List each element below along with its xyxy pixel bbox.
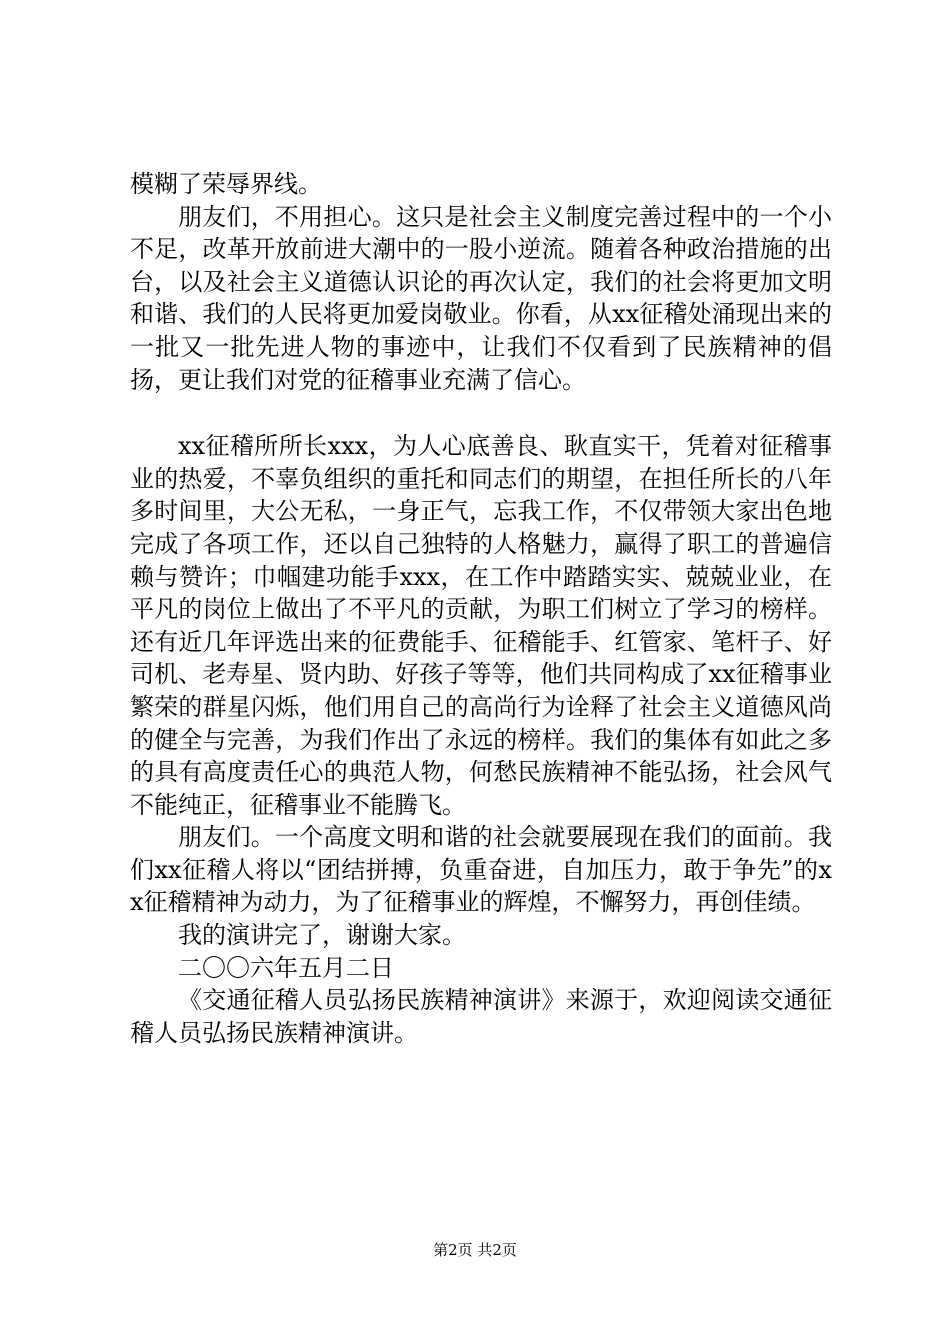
- page-number-footer: 第2页 共2页: [433, 1241, 517, 1259]
- paragraph-call-to-action: 朋友们。一个高度文明和谐的社会就要展现在我们的面前。我们xx征稽人将以“团结拼搏，负重奋进，自加压力，敢于争先”的xx征稽精神为动力，为了征稽事业的辉煌，不懈努力，再创佳绩。: [130, 823, 832, 917]
- paragraph-closing: 我的演讲完了，谢谢大家。: [178, 921, 466, 950]
- document-body: [130, 168, 832, 1049]
- paragraph-date: 二〇〇六年五月二日: [178, 953, 394, 982]
- paragraph-reassurance: 朋友们，不用担心。这只是社会主义制度完善过程中的一个小不足，改革开放前进大潮中的一股小逆流。随着各种政治措施的出台，以及社会主义道德认识论的再次认定，我们的社会将更加文明和谐、我们的人民将更加爱岗敬业。你看，从xx征稽处涌现出来的一批又一批先进人物的事迹中，让我们不仅看到了民族精神的倡扬，更让我们对党的征稽事业充满了信心。: [130, 202, 832, 394]
- paragraph-continuation: 模糊了荣辱界线。: [130, 170, 322, 198]
- paragraph-source-note: 《交通征稽人员弘扬民族精神演讲》来源于，欢迎阅读交通征稽人员弘扬民族精神演讲。: [130, 986, 832, 1047]
- paragraph-exemplars: xx征稽所所长xxx，为人心底善良、耿直实干，凭着对征稽事业的热爱，不辜负组织的重托和同志们的期望，在担任所长的八年多时间里，大公无私，一身正气，忘我工作，不仅带领大家出色地完成了各项工作，还以自己独特的人格魅力，赢得了职工的普遍信赖与赞许；巾帼建功能手xxx，在工作中踏踏实实、兢兢业业，在平凡的岗位上做出了不平凡的贡献，为职工们树立了学习的榜样。还有近几年评选出来的征费能手、征稽能手、红管家、笔杆子、好司机、老寿星、贤内助、好孩子等等，他们共同构成了xx征稽事业繁荣的群星闪烁，他们用自己的高尚行为诠释了社会主义道德风尚的健全与完善，为我们作出了永远的榜样。我们的集体有如此之多的具有高度责任心的典范人物，何愁民族精神不能弘扬，社会风气不能纯正，征稽事业不能腾飞。: [130, 432, 832, 819]
